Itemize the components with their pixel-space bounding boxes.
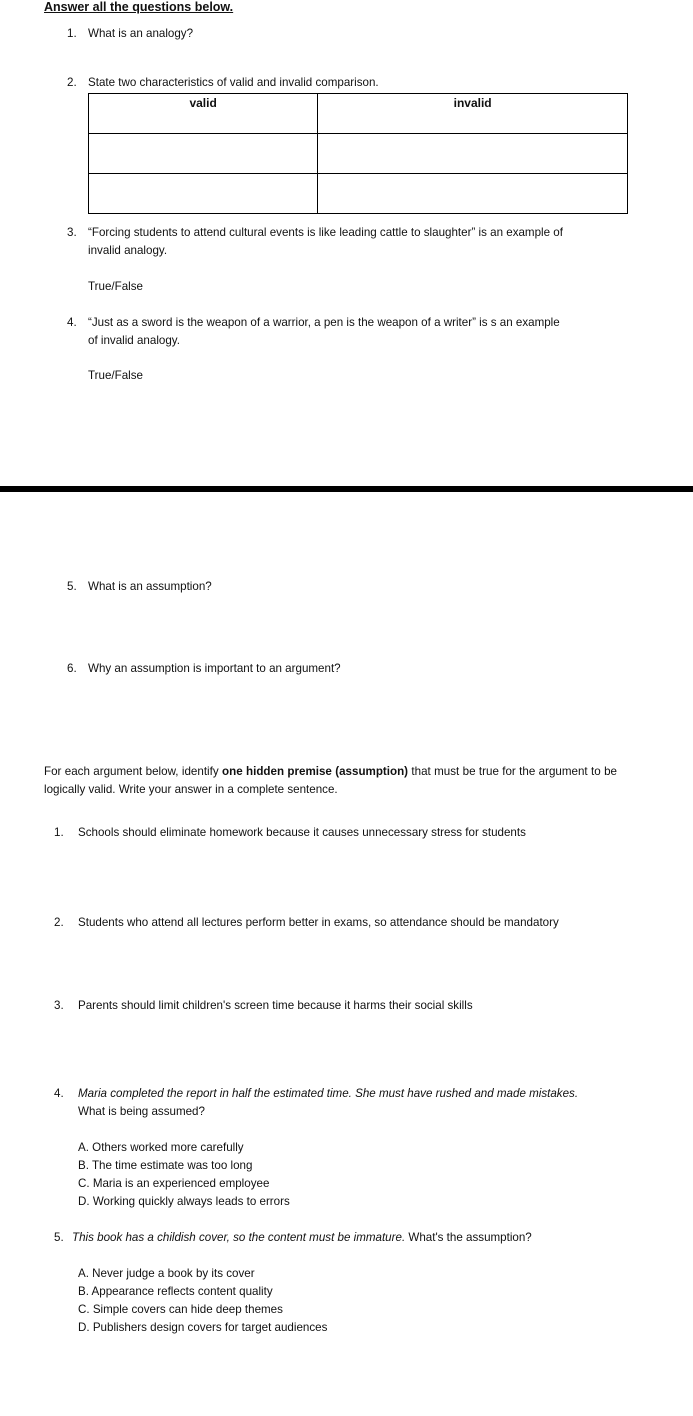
header-valid: valid bbox=[89, 94, 318, 134]
valid-invalid-table bbox=[88, 93, 628, 214]
option-d: D. Working quickly always leads to errors bbox=[78, 1195, 290, 1208]
argument-4-question: What is being assumed? bbox=[78, 1105, 205, 1118]
argument-5 bbox=[72, 1231, 532, 1245]
option-c: C. Simple covers can hide deep themes bbox=[78, 1303, 283, 1316]
option-d: D. Publishers design covers for target audiences bbox=[78, 1321, 328, 1334]
argument-5-question: What's the assumption? bbox=[405, 1231, 532, 1244]
question-3-line-1: “Forcing students to attend cultural events is like leading cattle to slaughter” is an example of bbox=[88, 226, 563, 239]
question-1: What is an analogy? bbox=[88, 27, 194, 40]
instructions-emphasis: one hidden premise (assumption) bbox=[222, 765, 409, 778]
answer-cell[interactable] bbox=[89, 134, 318, 174]
worksheet-title: Answer all the questions below. bbox=[44, 0, 234, 14]
argument-4-statement: Maria completed the report in half the estimated time. She must have rushed and made mistakes. bbox=[78, 1087, 579, 1100]
option-a: A. Others worked more carefully bbox=[78, 1141, 244, 1154]
argument-number: 5. bbox=[54, 1231, 64, 1244]
instructions bbox=[44, 763, 617, 799]
answer-cell[interactable] bbox=[89, 174, 318, 214]
argument-number: 2. bbox=[54, 916, 64, 929]
question-number: 2. bbox=[67, 76, 77, 89]
answer-cell[interactable] bbox=[318, 174, 628, 214]
question-number: 6. bbox=[67, 662, 77, 675]
question-number: 4. bbox=[67, 316, 77, 329]
option-c: C. Maria is an experienced employee bbox=[78, 1177, 270, 1190]
question-4-line-1: “Just as a sword is the weapon of a warrior, a pen is the weapon of a writer” is s an example bbox=[88, 316, 560, 329]
page-divider bbox=[0, 486, 693, 492]
argument-1: Schools should eliminate homework because it causes unnecessary stress for students bbox=[78, 826, 526, 839]
argument-number: 3. bbox=[54, 999, 64, 1012]
argument-5-statement: This book has a childish cover, so the content must be immature. bbox=[72, 1231, 406, 1244]
question-number: 3. bbox=[67, 226, 77, 239]
question-number: 1. bbox=[67, 27, 77, 40]
argument-number: 4. bbox=[54, 1087, 64, 1100]
true-false-option: True/False bbox=[88, 280, 143, 293]
option-a: A. Never judge a book by its cover bbox=[78, 1267, 255, 1280]
argument-number: 1. bbox=[54, 826, 64, 839]
instructions-text: For each argument below, identify bbox=[44, 765, 223, 778]
question-3-line-2: invalid analogy. bbox=[88, 244, 168, 257]
question-2: State two characteristics of valid and invalid comparison. bbox=[88, 76, 379, 89]
option-b: B. The time estimate was too long bbox=[78, 1159, 253, 1172]
answer-cell[interactable] bbox=[318, 134, 628, 174]
argument-3: Parents should limit children's screen time because it harms their social skills bbox=[78, 999, 473, 1012]
question-5: What is an assumption? bbox=[88, 580, 212, 593]
question-number: 5. bbox=[67, 580, 77, 593]
question-6: Why an assumption is important to an argument? bbox=[88, 662, 341, 675]
true-false-option: True/False bbox=[88, 369, 143, 382]
instructions-text: that must be true for the argument to be logically valid. Write your answer in a complete sentence. bbox=[44, 765, 617, 796]
argument-2: Students who attend all lectures perform better in exams, so attendance should be mandatory bbox=[78, 916, 559, 929]
question-4-line-2: of invalid analogy. bbox=[88, 334, 180, 347]
header-invalid: invalid bbox=[318, 94, 628, 134]
option-b: B. Appearance reflects content quality bbox=[78, 1285, 273, 1298]
